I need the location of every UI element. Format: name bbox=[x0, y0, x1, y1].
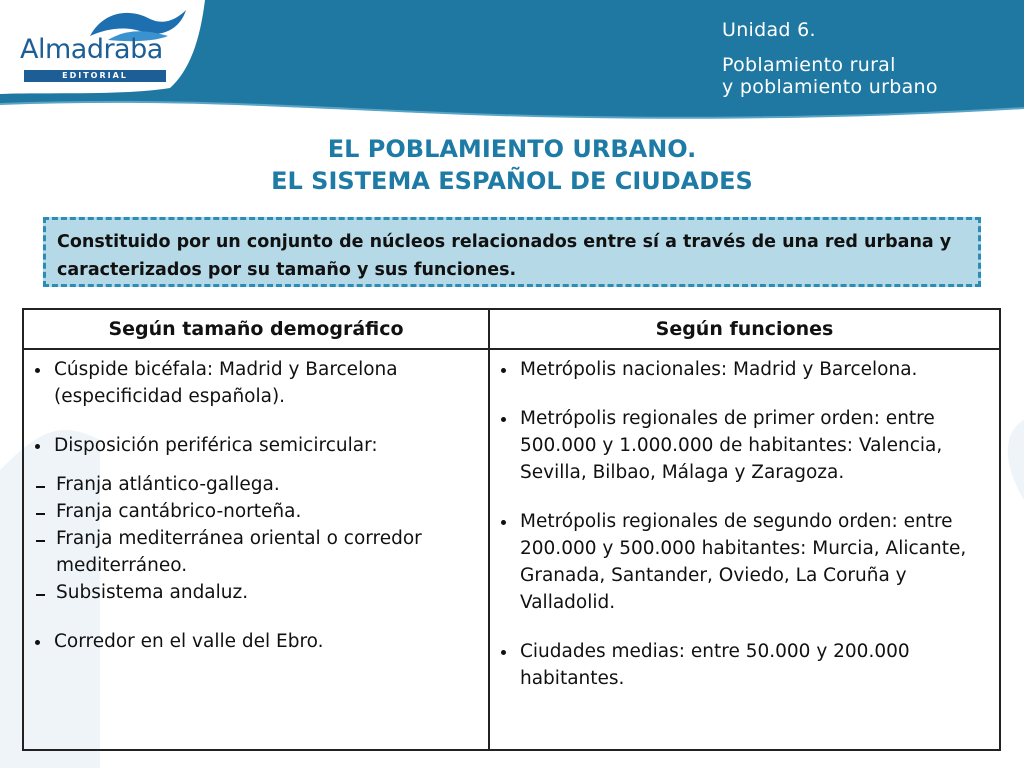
list-item-text: Ciudades medias: entre 50.000 y 200.000 habitantes. bbox=[520, 641, 910, 689]
dash-icon bbox=[36, 594, 45, 596]
sub-list-item bbox=[24, 579, 482, 606]
sub-list-item bbox=[24, 525, 482, 579]
logo-subtitle: EDITORIAL bbox=[24, 70, 166, 82]
sub-list bbox=[54, 471, 482, 606]
header-functions: Según funciones bbox=[489, 309, 1000, 349]
dash-icon bbox=[36, 540, 45, 542]
sub-item-text: Franja cantábrico-norteña. bbox=[56, 501, 302, 522]
bullet-icon bbox=[501, 520, 506, 525]
bullet-icon bbox=[35, 368, 40, 373]
bullet-icon bbox=[35, 640, 40, 645]
header-size: Según tamaño demográfico bbox=[23, 309, 489, 349]
sub-item-text: Franja atlántico-gallega. bbox=[56, 474, 280, 495]
list-item bbox=[490, 508, 999, 616]
list-item bbox=[490, 356, 999, 383]
almadraba-logo bbox=[20, 6, 170, 78]
list-item-text: Cúspide bicéfala: Madrid y Barcelona (especificidad española). bbox=[54, 359, 398, 407]
sub-list-item bbox=[24, 498, 482, 525]
bullet-icon bbox=[35, 444, 40, 449]
bullet-icon bbox=[501, 417, 506, 422]
list-item bbox=[24, 356, 488, 410]
page-title bbox=[0, 133, 1024, 197]
dash-icon bbox=[36, 513, 45, 515]
cell-size bbox=[23, 349, 489, 750]
functions-list bbox=[490, 356, 999, 692]
definition-box: Constituido por un conjunto de núcleos relacionados entre sí a través de una red urbana y caracterizados por su tamaño y sus funciones. bbox=[43, 217, 981, 287]
title-line: EL SISTEMA ESPAÑOL DE CIUDADES bbox=[271, 167, 753, 195]
list-item bbox=[490, 638, 999, 692]
list-item bbox=[24, 432, 488, 606]
size-list bbox=[24, 356, 488, 655]
unit-subtitle-line: Poblamiento rural bbox=[722, 54, 896, 76]
logo-name: Almadraba bbox=[20, 34, 163, 65]
unit-subtitle bbox=[722, 54, 938, 98]
bullet-icon bbox=[501, 650, 506, 655]
dash-icon bbox=[36, 486, 45, 488]
list-item-text: Metrópolis regionales de segundo orden: entre 200.000 y 500.000 habitantes: Murcia, Alicante, Granada, Santander, Oviedo, La Coruña y Valladolid. bbox=[520, 511, 967, 613]
list-item-text: Corredor en el valle del Ebro. bbox=[54, 631, 324, 652]
list-item-text: Metrópolis nacionales: Madrid y Barcelona. bbox=[520, 359, 918, 380]
sub-item-text: Subsistema andaluz. bbox=[56, 582, 249, 603]
unit-label bbox=[722, 18, 938, 98]
list-item bbox=[24, 628, 488, 655]
title-line: EL POBLAMIENTO URBANO. bbox=[327, 135, 697, 163]
bullet-icon bbox=[501, 368, 506, 373]
list-item-text: Disposición periférica semicircular: bbox=[54, 435, 378, 456]
sub-item-text: Franja mediterránea oriental o corredor mediterráneo. bbox=[56, 528, 422, 576]
list-item bbox=[490, 405, 999, 486]
table-row bbox=[23, 349, 1000, 750]
sub-list-item bbox=[24, 471, 482, 498]
unit-title: Unidad 6. bbox=[722, 19, 816, 41]
table-header-row bbox=[23, 309, 1000, 349]
unit-subtitle-line: y poblamiento urbano bbox=[722, 76, 938, 98]
cell-functions bbox=[489, 349, 1000, 750]
city-classification-table bbox=[22, 308, 1001, 751]
list-item-text: Metrópolis regionales de primer orden: entre 500.000 y 1.000.000 de habitantes: Valencia, Sevilla, Bilbao, Málaga y Zaragoza. bbox=[520, 408, 943, 483]
